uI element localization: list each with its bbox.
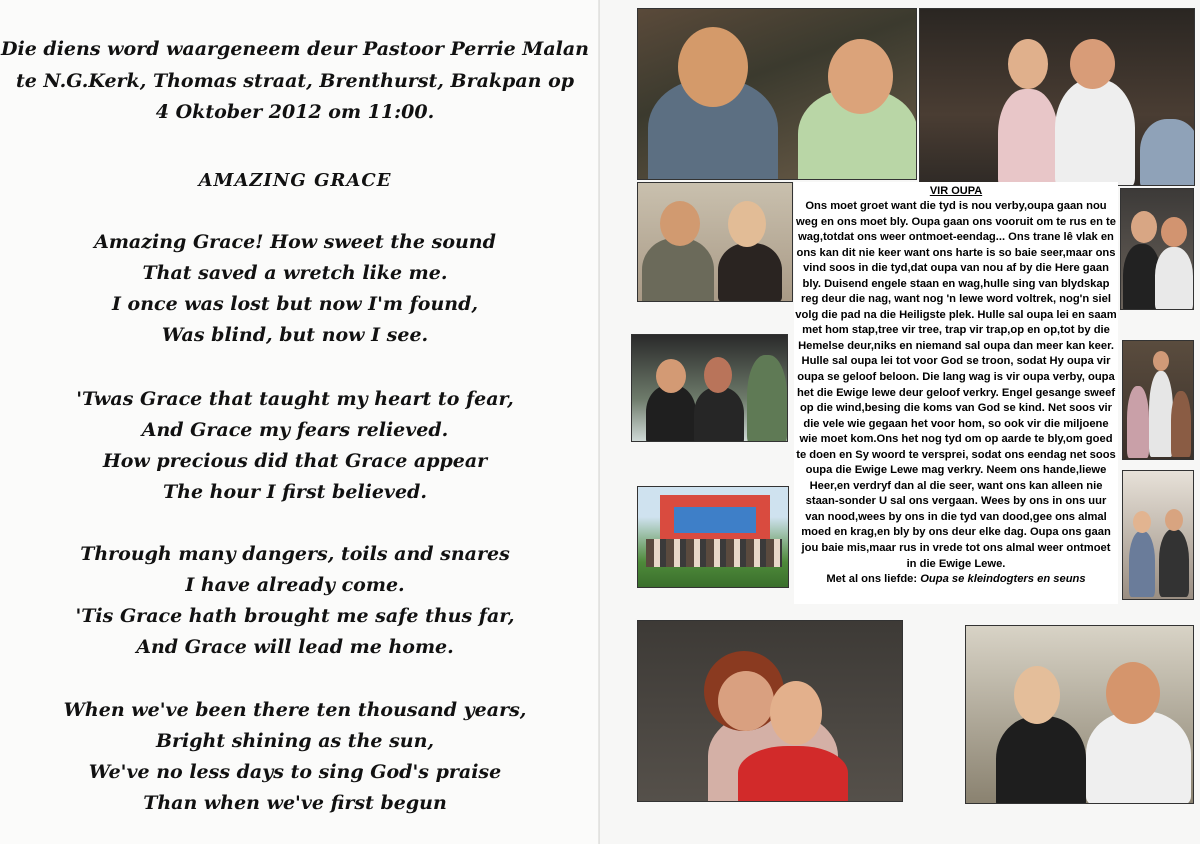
service-info-line-1: Die diens word waargeneem deur Pastoor Perrie Malan (1, 38, 589, 60)
verse-2-line-1: 'Twas Grace that taught my heart to fear, (76, 388, 514, 410)
verse-4-line-3: We've no less days to sing God's praise (88, 761, 502, 783)
family-photo-4 (1120, 188, 1194, 310)
verse-3-line-2: I have already come. (185, 574, 405, 596)
service-info-line-2: te N.G.Kerk, Thomas straat, Brenthurst, Brakpan op (15, 70, 575, 92)
verse-2-line-3: How precious did that Grace appear (102, 450, 488, 472)
verse-2-line-2: And Grace my fears relieved. (141, 419, 449, 441)
verse-1-line-4: Was blind, but now I see. (161, 324, 429, 346)
tribute-title: VIR OUPA (929, 185, 983, 197)
family-photo-8 (1122, 470, 1194, 600)
verse-4-line-2: Bright shining as the sun, (155, 730, 435, 752)
family-photo-6 (1122, 340, 1194, 460)
tribute-signature (794, 572, 1118, 587)
family-photo-5 (631, 334, 788, 442)
verse-1-line-1: Amazing Grace! How sweet the sound (94, 231, 496, 253)
verse-4-line-4: Than when we've first begun (143, 792, 447, 814)
verse-4-line-1: When we've been there ten thousand years, (63, 699, 527, 721)
verse-3-line-3: 'Tis Grace hath brought me safe thus far, (75, 605, 515, 627)
verse-2-line-4: The hour I first believed. (163, 481, 427, 503)
family-photo-3 (637, 182, 793, 302)
verse-3-line-4: And Grace will lead me home. (136, 636, 454, 658)
verse-1-line-2: That saved a wretch like me. (142, 262, 448, 284)
tribute-poem (794, 182, 1118, 604)
hymn-title: AMAZING GRACE (198, 170, 392, 191)
signature-names: Oupa se kleindogters en seuns (920, 573, 1086, 586)
verse-3-line-1: Through many dangers, toils and snares (80, 543, 510, 565)
family-photo-10 (965, 625, 1194, 804)
family-photo-1 (637, 8, 917, 180)
family-photo-2 (919, 8, 1195, 186)
family-photo-7 (637, 486, 789, 588)
signature-prefix: Met al ons liefde: (826, 573, 918, 586)
tribute-body: Ons moet groet want die tyd is nou verby,oupa gaan nou weg en ons moet bly. Oupa gaan ons vooruit om te rus en te wag,totdat ons weer ontmoet-eendag... Ons trane lê vlak en ons kan dit nie keer want ons harte is so baie seer,maar ons vind soos in die tyd,dat oupa van nou af by die Here gaan bly. Duisend engele staan en wag,hulle sing van blydskap reg deur die nag, want nog 'n lewe word voltrek, nog'n siel volg die pad na die Heiligste plek. Hulle sal oupa lei en saam met hom stap,tree vir tree, trap vir trap,op en op,tot by die Hemelse deur,niks en niemand sal oupa dan meer kan keer. Hulle sal oupa lei tot voor God se troon, sodat Hy oupa vir oupa se geloof beloon. Die lang wag is vir oupa verby, oupa het die Ewige lewe deur geloof verkry. Engel gesange sweef op die wind,besing die koms van God se kind. Net soos vir die vele wie gegaan het voor hom, so ook vir die miljoene wie moet kom.Ons het nog tyd om op aarde te bly,om goed te doen en Sy woord te versprei, sodat ons eendag net soos oupa die Ewige Lewe mag verkry. Neem ons hande,liewe Heer,en verdryf dan al die seer, want ons kan alleen nie staan-sonder U sal ons vergaan. Wees by ons in ons uur van nood,wees by ons in die tyd van dood,gee ons almal moed en krag,en bly by ons deur elke dag. Oupa ons gaan jou baie mis,maar rus in vrede tot ons almal weer ontmoet in die Ewige Lewe. (795, 200, 1117, 570)
family-photo-9 (637, 620, 903, 802)
verse-1-line-3: I once was lost but now I'm found, (112, 293, 478, 315)
service-info-line-3: 4 Oktober 2012 om 11:00. (155, 101, 435, 123)
